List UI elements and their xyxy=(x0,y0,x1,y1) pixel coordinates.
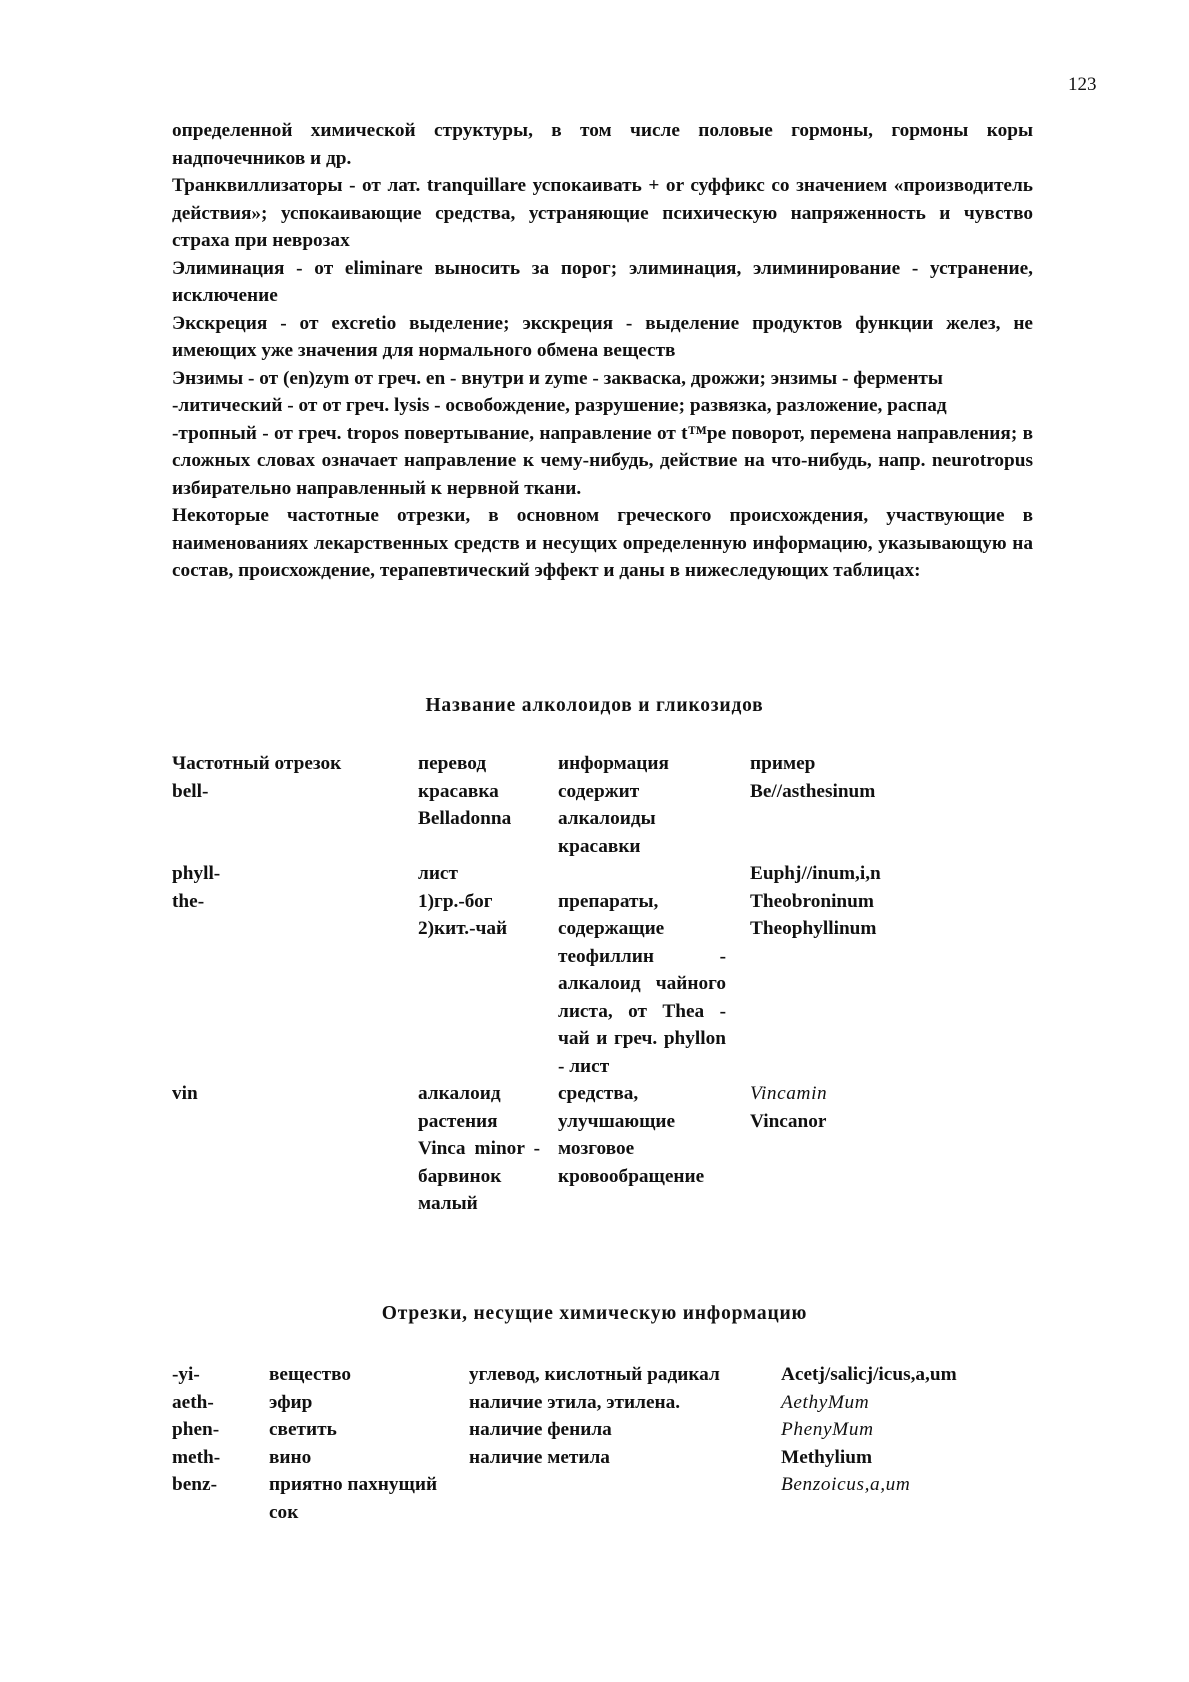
table-header-row xyxy=(172,750,1050,778)
example-item: Theobroninum xyxy=(750,890,874,912)
info-cell xyxy=(469,1471,781,1526)
table1-title: Название алколоидов и гликозидов xyxy=(425,695,764,716)
info-cell: наличие фенила xyxy=(469,1419,612,1440)
segment-cell: benz- xyxy=(172,1474,217,1495)
translation-cell: вещество xyxy=(269,1364,351,1385)
table-row xyxy=(172,1361,1081,1389)
table-row xyxy=(172,778,1050,861)
table-row xyxy=(172,860,1050,888)
table-row xyxy=(172,888,1050,1081)
example-cell: Benzoicus,a,um xyxy=(781,1474,911,1495)
segment-cell: phyll- xyxy=(172,863,221,884)
paragraph: Экскреция - от excretio выделение; экскреция - выделение продуктов функции желез, не имеющих уже значения для нормального обмена веществ xyxy=(172,312,1033,361)
paragraph: -литический - от от греч. lysis - освобождение, разрушение; развязка, разложение, распад xyxy=(172,395,947,416)
header-cell: Частотный отрезок xyxy=(172,753,342,774)
translation-cell: красавка Belladonna xyxy=(418,780,512,829)
paragraph: Элиминация - от eliminare выносить за порог; элиминация, элиминирование - устранение, исключение xyxy=(172,257,1033,306)
body-text xyxy=(172,117,1033,585)
table-row xyxy=(172,1080,1050,1218)
translation-cell xyxy=(418,888,558,1081)
segment-cell: phen- xyxy=(172,1419,220,1440)
info-cell: содержит алкалоиды красавки xyxy=(558,780,656,857)
header-cell: информация xyxy=(558,753,669,774)
translation-cell: алкалоид растения Vinca minor - барвинок малый xyxy=(418,1083,540,1214)
translation-cell: приятно пахнущий сок xyxy=(269,1474,438,1523)
chemical-segments-table xyxy=(172,1361,1081,1526)
translation-cell: лист xyxy=(418,863,458,884)
translation-cell: вино xyxy=(269,1446,312,1468)
translation-cell: светить xyxy=(269,1419,337,1440)
alkaloids-table xyxy=(172,750,1050,1218)
example-item: Theophyllinum xyxy=(750,918,877,939)
table-row xyxy=(172,1471,1081,1526)
translation-line: 1)гр.-бог xyxy=(418,890,493,912)
paragraph: Транквиллизаторы - от лат. tranquillare успокаивать + or суффикс со значением «производитель действия»; успокаивающие средства, устраняющие психическую напряженность и чувство страха при неврозах xyxy=(172,175,1033,251)
header-cell: пример xyxy=(750,753,816,774)
example-cell: PhenyMum xyxy=(781,1419,874,1440)
segment-cell: meth- xyxy=(172,1446,221,1468)
info-cell: средства, улучшающие мозговое кровообращение xyxy=(558,1083,705,1187)
translation-cell: эфир xyxy=(269,1391,313,1413)
info-cell: углевод, кислотный радикал xyxy=(469,1364,720,1385)
info-cell: наличие метила xyxy=(469,1446,610,1468)
segment-cell: the- xyxy=(172,890,205,912)
table-row xyxy=(172,1444,1081,1472)
example-item: Vincamin xyxy=(750,1083,828,1104)
example-cell: Methylium xyxy=(781,1446,873,1468)
paragraph: определенной химической структуры, в том числе половые гормоны, гормоны коры надпочечников и др. xyxy=(172,120,1033,169)
translation-line: 2)кит.-чай xyxy=(418,918,508,939)
header-cell: перевод xyxy=(418,753,487,774)
info-cell: наличие этила, этилена. xyxy=(469,1391,681,1413)
table2-title: Отрезки, несущие химическую информацию xyxy=(381,1303,808,1324)
table-row xyxy=(172,1389,1081,1417)
example-item: Vincanor xyxy=(750,1110,827,1132)
segment-cell: bell- xyxy=(172,780,209,802)
segment-cell: aeth- xyxy=(172,1391,214,1413)
example-cell xyxy=(750,888,1050,1081)
example-cell: Be//asthesinum xyxy=(750,780,876,802)
info-cell: препараты, содержащие теофиллин - алкалоид чайного листа, от Thea - чай и греч. phyllon - лист xyxy=(558,890,726,1077)
segment-cell: vin xyxy=(172,1083,198,1104)
table-row xyxy=(172,1416,1081,1444)
paragraph: Энзимы - от (en)zym от греч. en - внутри и zyme - закваска, дрожжи; энзимы - ферменты xyxy=(172,367,943,389)
page-number: 123 xyxy=(1068,74,1097,95)
paragraph: Некоторые частотные отрезки, в основном греческого происхождения, участвующие в наименованиях лекарственных средств и несущих определенную информацию, указывающую на состав, происхождение, терапевтический эффект и даны в нижеследующих таблицах: xyxy=(172,505,1033,581)
example-cell: Euphj//inum,i,n xyxy=(750,863,881,884)
info-cell xyxy=(558,860,750,888)
example-cell: AethyMum xyxy=(781,1391,870,1413)
example-cell xyxy=(750,1080,1050,1218)
example-cell: Acetj/salicj/icus,a,um xyxy=(781,1364,957,1385)
paragraph: -тропный - от греч. tropos повертывание, направление от t™pe поворот, перемена направления; в сложных словах означает направление к чему-нибудь, действие на что-нибудь, напр. neurotropus избирательно направленный к нервной ткани. xyxy=(172,422,1033,499)
segment-cell: -yi- xyxy=(172,1364,200,1385)
